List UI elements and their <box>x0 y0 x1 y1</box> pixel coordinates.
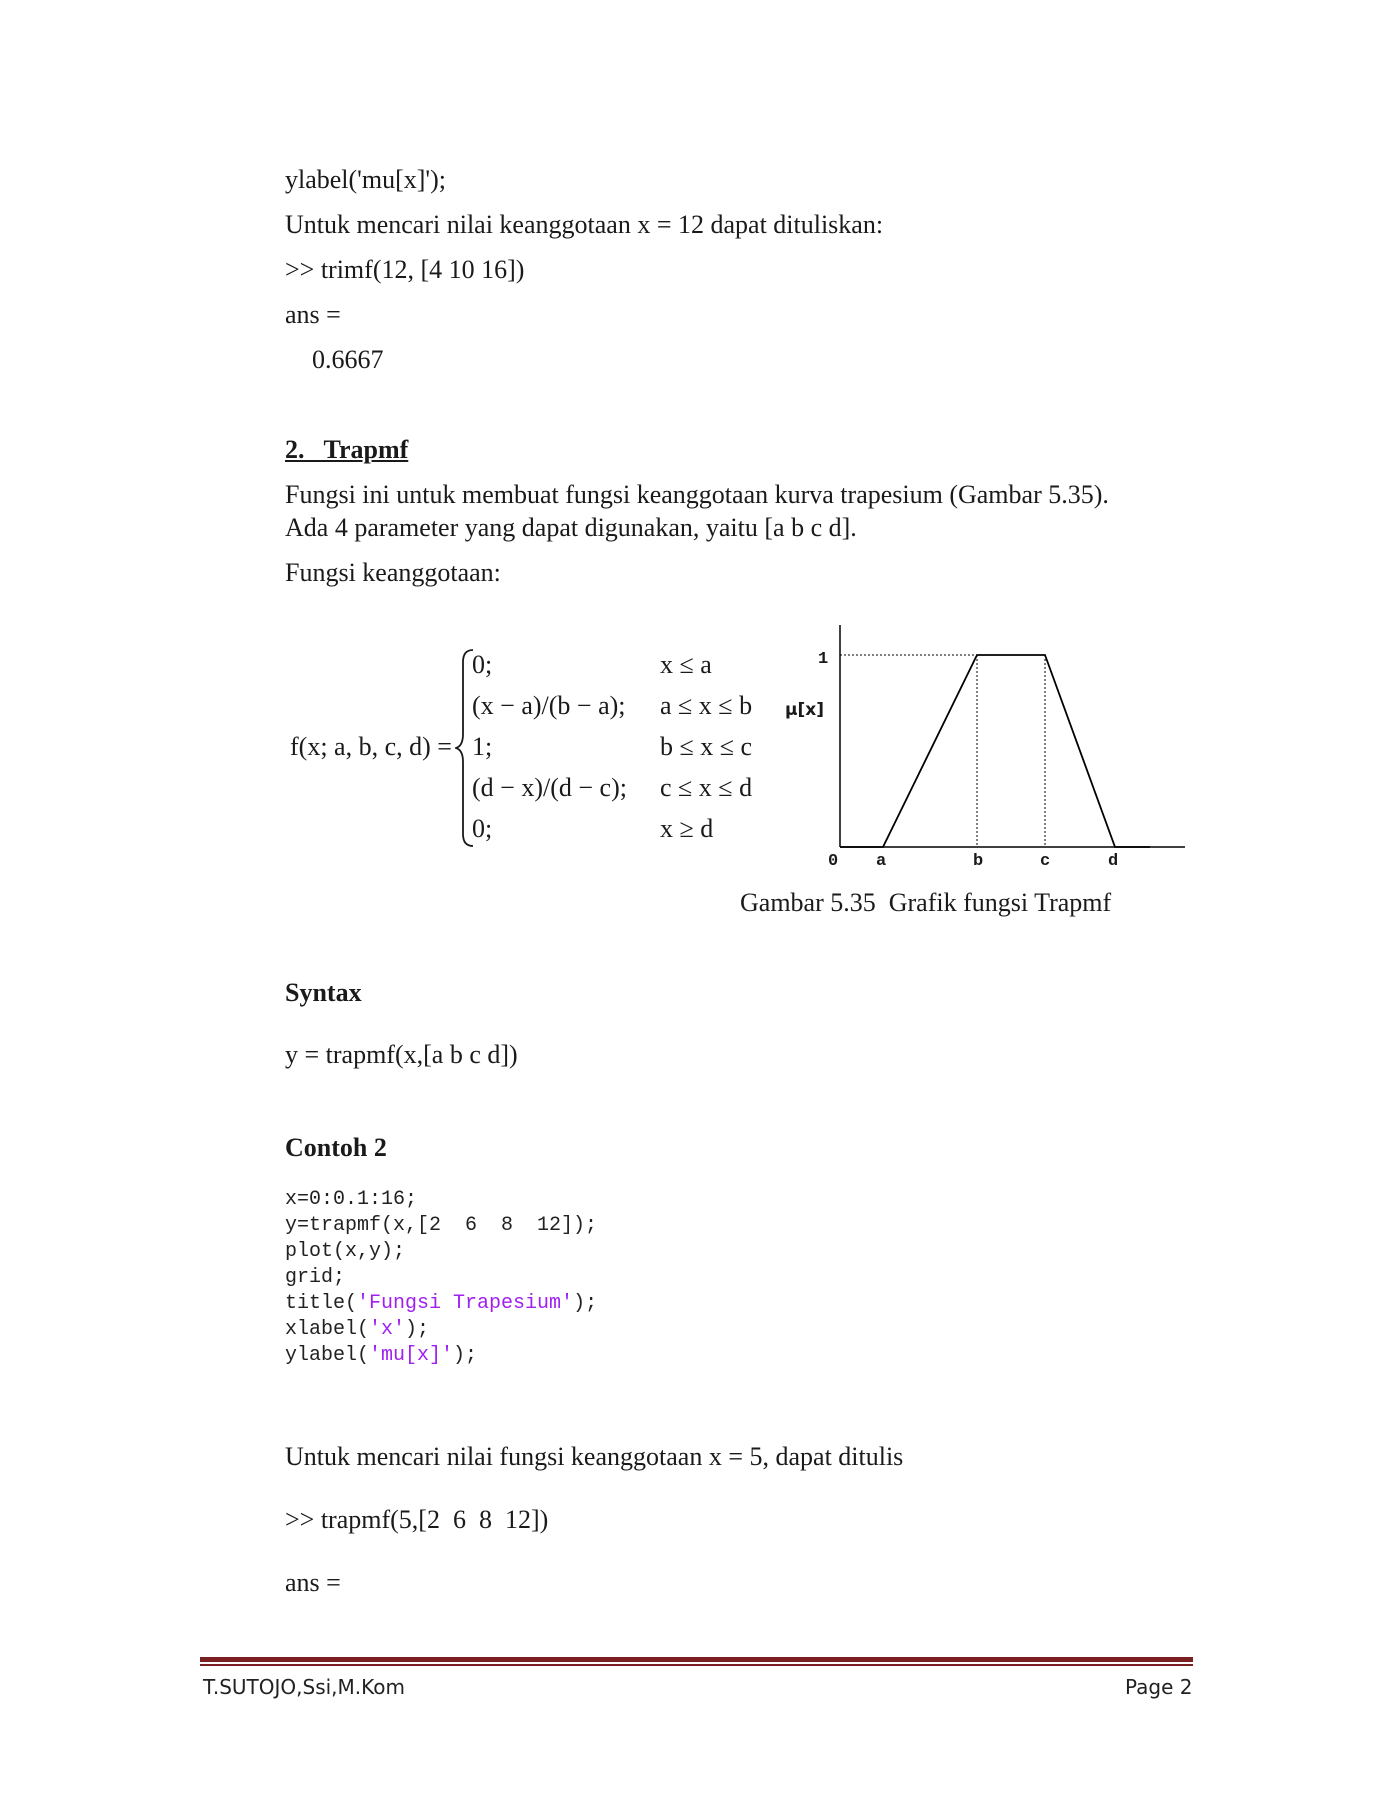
paragraph-trapmf-1: Fungsi ini untuk membuat fungsi keanggotaan kurva trapesium (Gambar 5.35). <box>285 480 1109 509</box>
formula-case-5-expr: 0; <box>472 814 493 843</box>
footer-rule-thick <box>200 1657 1193 1662</box>
paragraph-trapmf-2: Ada 4 parameter yang dapat digunakan, yaitu [a b c d]. <box>285 513 857 542</box>
ans-value-1: 0.6667 <box>312 345 384 374</box>
formula-case-1-expr: 0; <box>472 650 493 679</box>
x-tick-b: b <box>973 852 984 871</box>
code-line: ylabel('mu[x]'); <box>285 1344 478 1367</box>
code-line: x=0:0.1:16; <box>285 1188 418 1211</box>
paragraph-trapmf-eval: Untuk mencari nilai fungsi keanggotaan x = 5, dapat ditulis <box>285 1442 904 1471</box>
code-line: title('Fungsi Trapesium'); <box>285 1292 598 1315</box>
example-heading: Contoh 2 <box>285 1133 387 1162</box>
formula-case-1-cond: x ≤ a <box>660 650 712 679</box>
footer-rule-thin <box>200 1664 1193 1666</box>
code-line: xlabel('x'); <box>285 1318 430 1341</box>
ans-label-1: ans = <box>285 300 341 329</box>
ans-label-2: ans = <box>285 1568 341 1597</box>
formula-case-4-cond: c ≤ x ≤ d <box>660 773 753 802</box>
y-axis-label: μ[x] <box>785 700 825 720</box>
y-tick-1: 1 <box>818 650 829 669</box>
section-heading-trapmf: 2. Trapmf <box>285 435 409 464</box>
formula-case-3-cond: b ≤ x ≤ c <box>660 732 753 761</box>
command-trimf: >> trimf(12, [4 10 16]) <box>285 255 525 284</box>
code-line: plot(x,y); <box>285 1240 406 1263</box>
x-tick-c: c <box>1040 852 1051 871</box>
formula-case-5-cond: x ≥ d <box>660 814 714 843</box>
x-tick-d: d <box>1108 852 1119 871</box>
trapezoid-series-line <box>840 655 1150 847</box>
footer-page-number: Page 2 <box>1125 1675 1193 1699</box>
formula-case-2-expr: (x − a)/(b − a); <box>472 691 626 720</box>
formula-case-3-expr: 1; <box>472 732 493 761</box>
paragraph-membership: Fungsi keanggotaan: <box>285 558 501 587</box>
command-trapmf: >> trapmf(5,[2 6 8 12]) <box>285 1505 549 1534</box>
formula-lhs: f(x; a, b, c, d) = <box>290 732 452 761</box>
x-tick-0: 0 <box>828 852 839 871</box>
example-code-block <box>285 1187 597 1369</box>
code-line: grid; <box>285 1266 346 1289</box>
x-tick-a: a <box>876 852 887 871</box>
footer-author: T.SUTOJO,Ssi,M.Kom <box>203 1675 405 1699</box>
formula-case-4-expr: (d − x)/(d − c); <box>472 773 627 802</box>
code-line: y=trapmf(x,[2 6 8 12]); <box>285 1214 598 1237</box>
paragraph-trimf-intro: Untuk mencari nilai keanggotaan x = 12 dapat dituliskan: <box>285 210 884 239</box>
syntax-line: y = trapmf(x,[a b c d]) <box>285 1040 518 1069</box>
trapmf-chart <box>820 615 1190 860</box>
figure-caption: Gambar 5.35 Grafik fungsi Trapmf <box>740 888 1112 917</box>
syntax-heading: Syntax <box>285 978 362 1007</box>
formula-case-2-cond: a ≤ x ≤ b <box>660 691 753 720</box>
code-line-ylabel: ylabel('mu[x]'); <box>285 165 446 194</box>
